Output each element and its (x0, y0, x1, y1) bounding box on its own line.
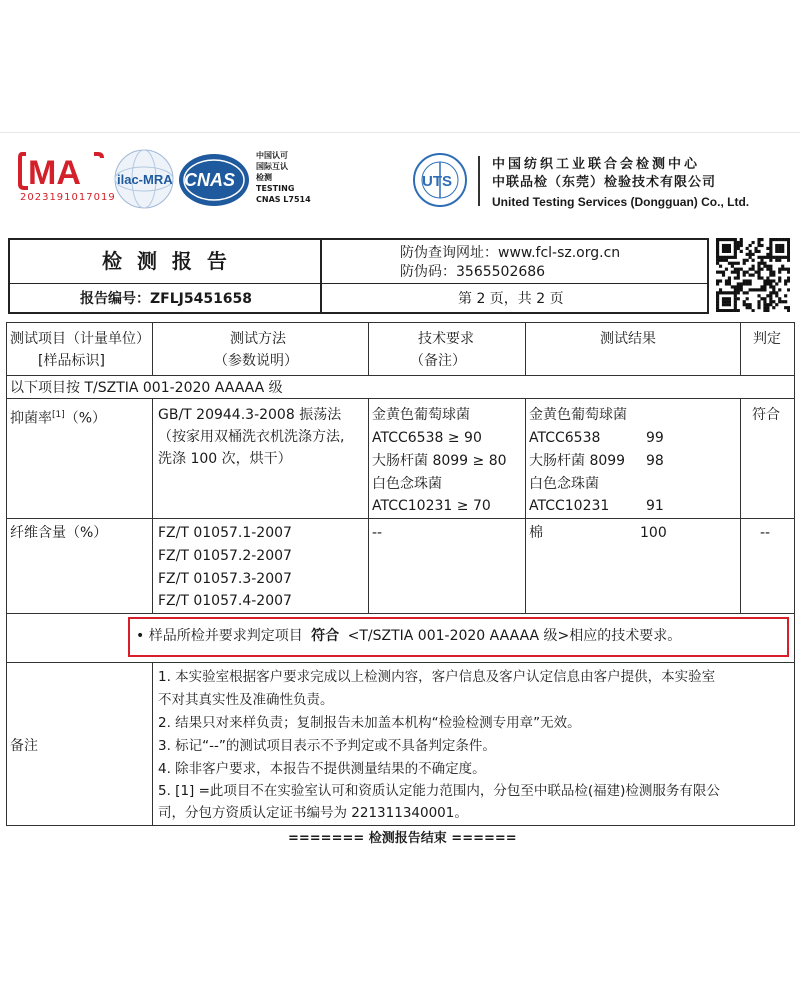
qr-code[interactable] (716, 238, 790, 312)
conclusion-text (136, 627, 681, 645)
col-sep-1-head (152, 322, 153, 376)
row1-result-name: ATCC10231 (529, 498, 610, 514)
cnas-logo (178, 152, 250, 208)
row1-item-footnote: [1] (52, 410, 65, 420)
row1-req-line: 白色念珠菌 (372, 476, 442, 492)
col-sep-2-head (368, 322, 369, 376)
uts-logo (412, 152, 468, 210)
header-box-divider (320, 238, 322, 314)
row1-result-value: 98 (646, 453, 664, 469)
row2-method-line: FZ/T 01057.3-2007 (158, 571, 292, 587)
row1-result-name: ATCC6538 (529, 430, 601, 446)
row2-method-line: FZ/T 01057.1-2007 (158, 525, 292, 541)
row2-bottom (6, 613, 795, 614)
header-box-left (8, 238, 10, 314)
row1-req-line: ATCC10231 ≥ 70 (372, 498, 491, 514)
header-box-mid (8, 283, 708, 284)
conclusion-suffix: <T/SZTIA 001-2020 AAAAA 级>相应的技术要求。 (347, 628, 682, 644)
report-end-mark: ======= 检测报告结束 ====== (288, 831, 517, 846)
header-method: 测试方法 (230, 331, 286, 347)
cnas-caption: 中国认可 国际互认 检测 TESTING CNAS L7514 (256, 151, 311, 204)
header-result: 测试结果 (600, 331, 656, 347)
header-item: 测试项目（计量单位） (10, 331, 150, 347)
remark-line: 4. 除非客户要求，本报告不提供测量结果的不确定度。 (158, 761, 486, 777)
remark-line: 不对其真实性及准确性负责。 (158, 692, 334, 708)
col-sep-1-remarks (152, 662, 153, 825)
top-divider (0, 132, 800, 133)
row1-item-unit: （%） (64, 410, 107, 427)
row1-req-line: ATCC6538 ≥ 90 (372, 430, 482, 446)
header-judge: 判定 (753, 331, 781, 347)
row1-req-line: 金黄色葡萄球菌 (372, 407, 470, 423)
header-box-right (707, 238, 709, 314)
section-note: 以下项目按 T/SZTIA 001-2020 AAAAA 级 (10, 380, 283, 396)
row2-result-name: 棉 (529, 525, 543, 541)
row1-item-name: 抑菌率 (10, 410, 52, 427)
remark-line: 1. 本实验室根据客户要求完成以上检测内容，客户信息及客户认定信息由客户提供，本实验室 (158, 669, 716, 685)
col-sep-4-body (740, 398, 741, 613)
row1-judge: 符合 (752, 407, 780, 423)
header-requirement-sub: （备注） (410, 353, 466, 369)
conclusion-bottom (6, 662, 795, 663)
logo-divider (478, 156, 480, 206)
col-sep-3-body (525, 398, 526, 613)
row1-result-value: 99 (646, 430, 664, 446)
report-number: 报告编号：ZFLJ5451658 (80, 291, 253, 307)
row1-req-line: 大肠杆菌 8099 ≥ 80 (372, 453, 507, 469)
verify-url[interactable]: 防伪查询网址：www.fcl-sz.org.cn (400, 245, 621, 261)
qr-code-image (716, 238, 790, 312)
ilac-mra-logo (112, 148, 176, 210)
svg-text:ilac-MRA: ilac-MRA (117, 172, 173, 187)
anti-fake-code: 防伪码：3565502686 (400, 264, 546, 280)
remark-line: 司，分包方资质认定证书编号为 221311340001。 (158, 805, 468, 821)
col-sep-4-head (740, 322, 741, 376)
page-indicator: 第 2 页，共 2 页 (458, 291, 564, 307)
row2-requirement: -- (372, 525, 383, 541)
row1-item (10, 406, 106, 428)
row2-judge: -- (760, 525, 771, 541)
svg-text:CNAS: CNAS (184, 170, 236, 190)
cma-number: 2023191017019 (20, 192, 116, 203)
report-title: 检 测 报 告 (102, 249, 231, 273)
remark-line: 5. [1] =此项目不在实验室认可和资质认定能力范围内，分包至中联品检(福建)检测服务有限公 (158, 783, 720, 799)
row1-bottom (6, 518, 795, 519)
table-top (6, 322, 795, 323)
table-left (6, 322, 7, 826)
table-right (794, 322, 795, 826)
header-item-sub: [样品标识] (38, 353, 105, 369)
row1-result-value: 91 (646, 498, 664, 514)
row2-method-line: FZ/T 01057.4-2007 (158, 593, 292, 609)
table-bottom (6, 825, 795, 826)
table-header-bottom (6, 375, 795, 376)
row2-item: 纤维含量（%） (10, 525, 108, 541)
header-box-top (8, 238, 708, 240)
header-box-bottom (8, 312, 708, 314)
remark-line: 2. 结果只对来样负责；复制报告未加盖本机构“检验检测专用章”无效。 (158, 715, 581, 731)
org-name-cn-2: 中联品检（东莞）检验技术有限公司 (492, 175, 717, 190)
section-bottom (6, 398, 795, 399)
remarks-label: 备注 (10, 738, 38, 754)
row1-method-line: GB/T 20944.3-2008 振荡法 (158, 407, 342, 423)
row1-method-line: （按家用双桶洗衣机洗涤方法, (158, 429, 345, 445)
header-method-sub: （参数说明） (214, 353, 298, 369)
row1-result-name: 白色念珠菌 (529, 476, 599, 492)
row2-method-line: FZ/T 01057.2-2007 (158, 548, 292, 564)
org-name-cn-1: 中国纺织工业联合会检测中心 (492, 157, 701, 172)
remark-line: 3. 标记“--”的测试项目表示不予判定或不具备判定条件。 (158, 738, 496, 754)
col-sep-3-head (525, 322, 526, 376)
svg-text:UTS: UTS (422, 173, 452, 190)
cma-logo (18, 148, 116, 210)
org-name-en: United Testing Services (Dongguan) Co., Ltd. (492, 195, 750, 209)
conclusion-verdict: 符合 (311, 628, 340, 644)
svg-text:MA: MA (28, 154, 81, 192)
row1-result-name: 金黄色葡萄球菌 (529, 407, 627, 423)
col-sep-1-body (152, 398, 153, 613)
row1-method-line: 洗涤 100 次，烘干） (158, 451, 292, 467)
row2-result-value: 100 (640, 525, 667, 541)
conclusion-prefix: • 样品所检并要求判定项目 (136, 628, 303, 644)
row1-result-name: 大肠杆菌 8099 (529, 453, 626, 469)
header-requirement: 技术要求 (418, 331, 474, 347)
col-sep-2-body (368, 398, 369, 613)
